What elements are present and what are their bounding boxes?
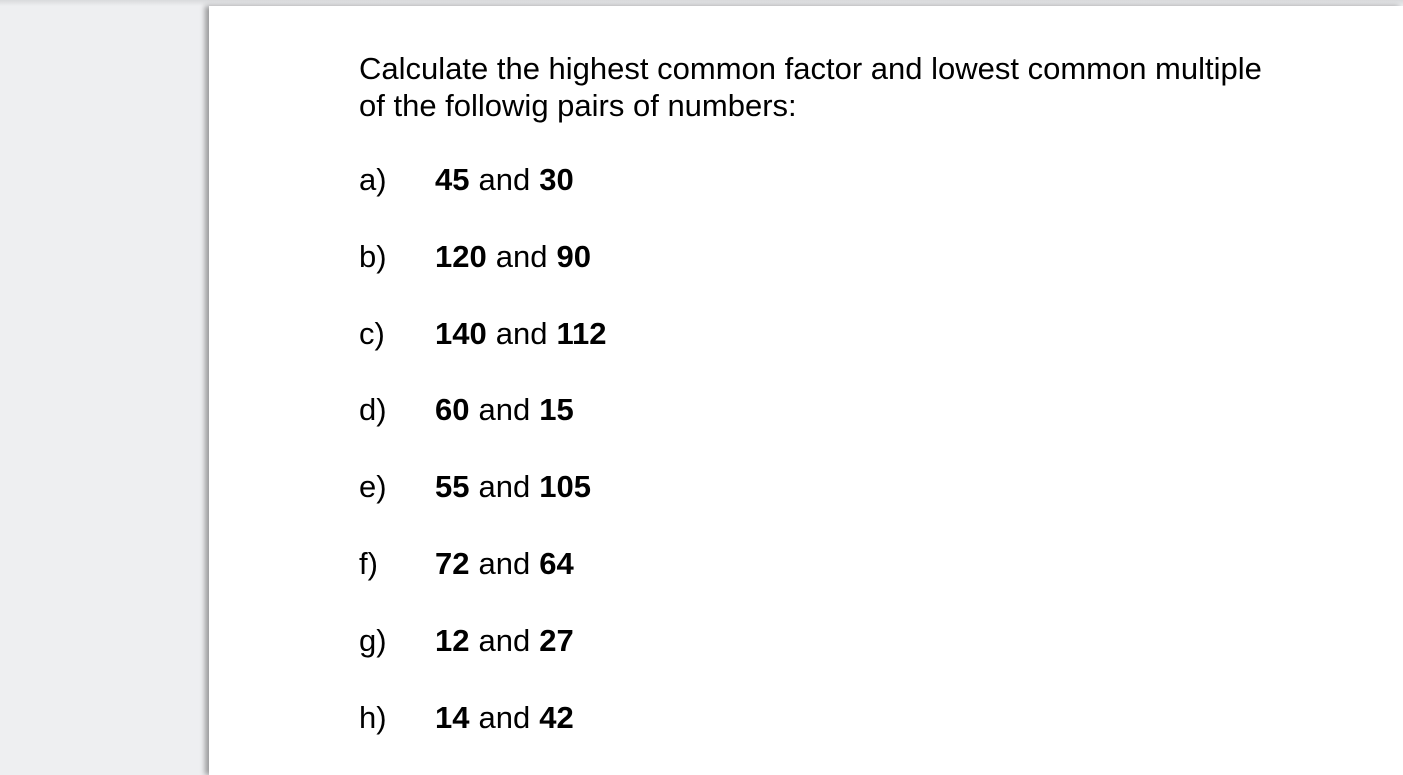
conjunction: and [478,622,531,658]
question-letter: d) [359,392,387,428]
question-letter: c) [359,315,385,351]
question-letter: e) [359,469,387,505]
first-number: 45 [435,162,470,197]
second-number: 64 [539,545,574,581]
first-number: 12 [435,622,470,658]
first-number: 14 [435,699,470,735]
instruction-text [359,50,1379,124]
second-number: 30 [539,162,574,197]
second-number: 105 [539,469,591,505]
second-number: 27 [539,622,574,658]
conjunction: and [478,699,531,735]
second-number: 15 [539,392,574,428]
first-number: 120 [435,238,487,274]
first-number: 72 [435,545,470,581]
question-item-d [359,391,1379,468]
question-item-a [359,161,1379,238]
question-item-b [359,238,1379,315]
conjunction: and [495,238,548,274]
conjunction: and [478,469,531,505]
question-letter: b) [359,238,387,274]
question-letter: f) [359,545,378,581]
second-number: 112 [556,315,607,351]
question-list [359,161,1379,775]
question-item-e [359,468,1379,545]
question-item-g [359,622,1379,699]
conjunction: and [495,315,548,351]
question-letter: g) [359,622,387,658]
instruction-line-1: Calculate the highest common factor and lowest common multiple [359,51,1262,86]
conjunction: and [478,392,531,428]
question-item-f [359,545,1379,622]
conjunction: and [478,545,531,581]
instruction-line-2: of the followig pairs of numbers: [359,88,797,123]
second-number: 42 [539,699,574,735]
page-content [359,50,1379,775]
question-item-c [359,315,1379,392]
second-number: 90 [556,238,591,274]
question-letter: a) [359,162,387,197]
question-letter: h) [359,699,387,735]
first-number: 140 [435,315,487,351]
question-item-h [359,699,1379,775]
document-page [209,6,1403,775]
conjunction: and [478,162,531,197]
first-number: 55 [435,469,470,505]
first-number: 60 [435,392,470,428]
